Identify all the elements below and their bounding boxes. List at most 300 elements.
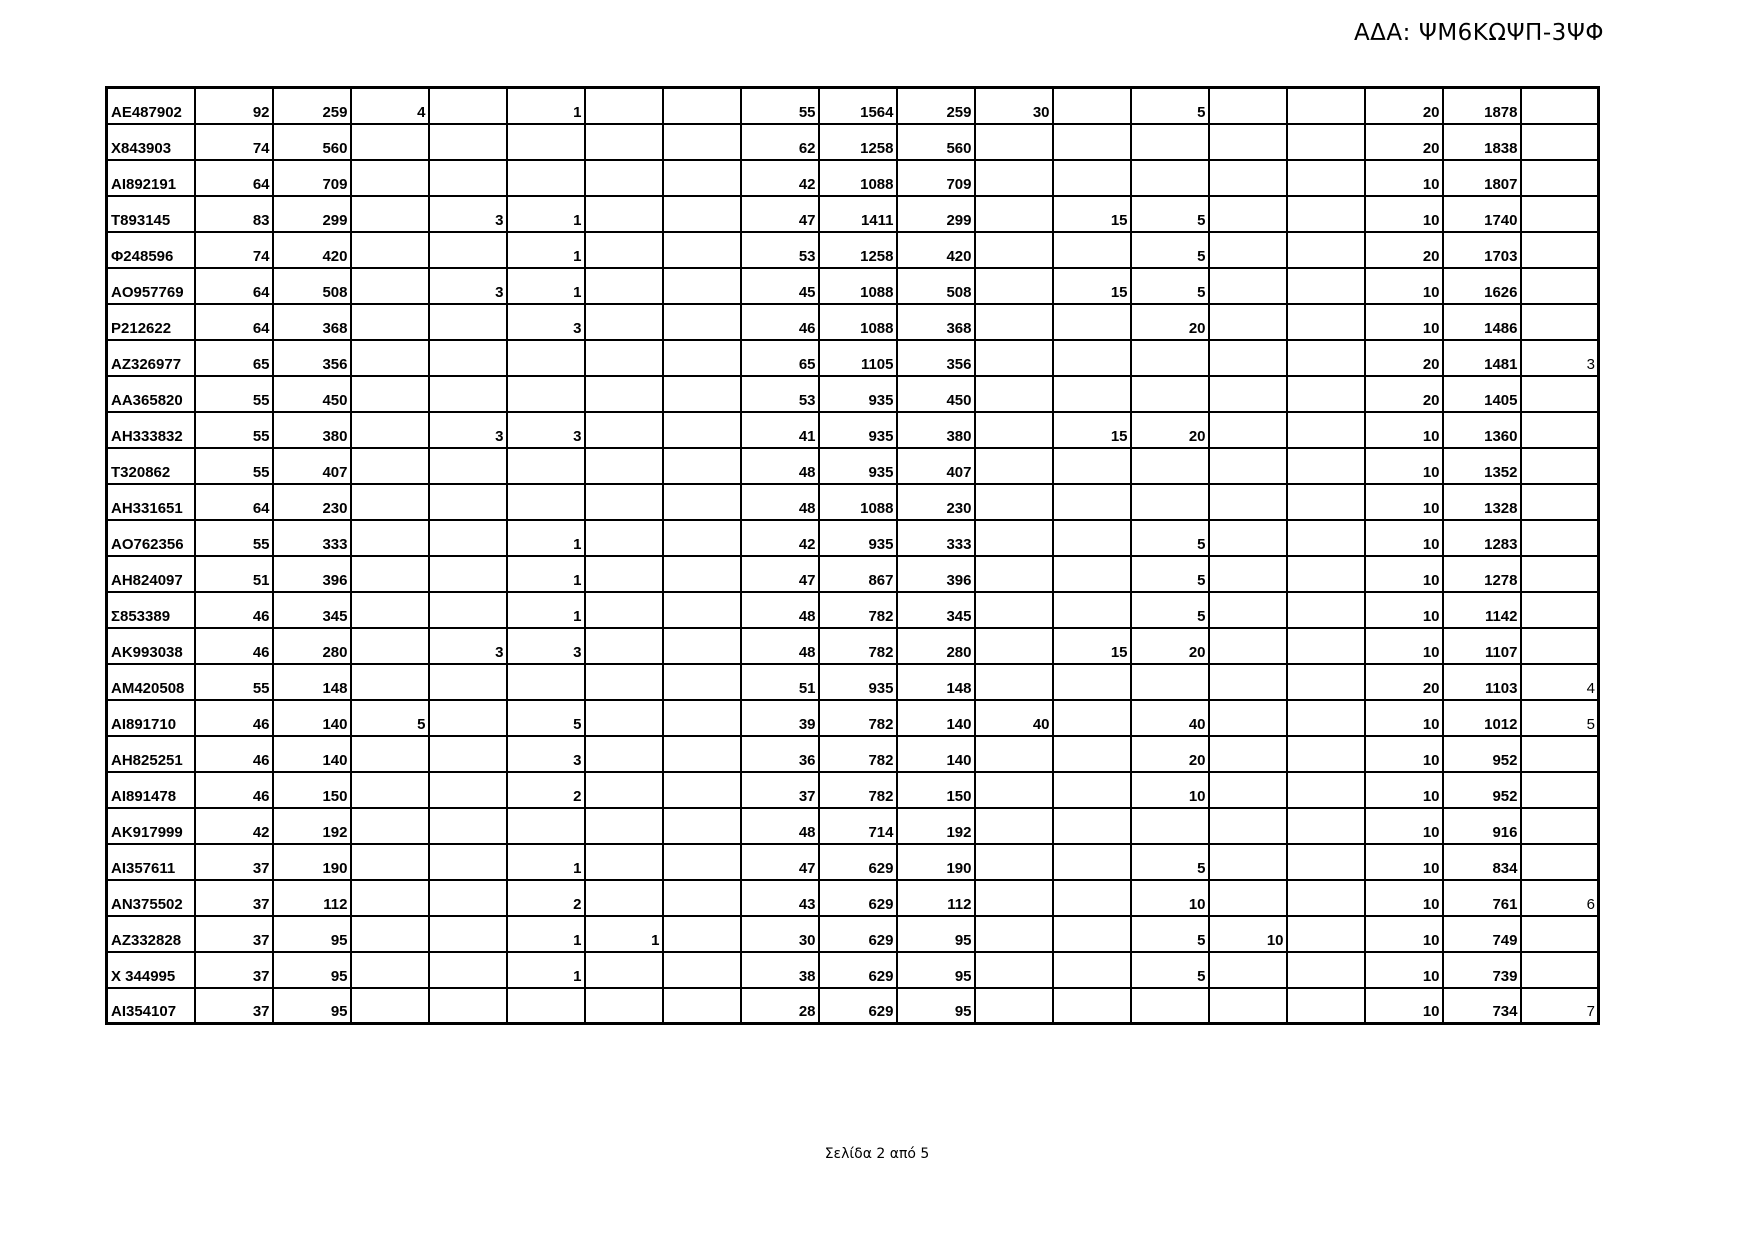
id-cell: AI354107 xyxy=(107,988,195,1024)
value-cell: 10 xyxy=(1365,736,1443,772)
value-cell: 37 xyxy=(741,772,819,808)
value-cell xyxy=(1053,88,1131,124)
value-cell xyxy=(429,952,507,988)
value-cell xyxy=(1053,700,1131,736)
value-cell: 396 xyxy=(897,556,975,592)
value-cell: 55 xyxy=(195,448,273,484)
value-cell: 714 xyxy=(819,808,897,844)
value-cell xyxy=(663,700,741,736)
table-row xyxy=(107,772,1599,808)
value-cell: 95 xyxy=(897,988,975,1024)
value-cell xyxy=(351,124,429,160)
value-cell xyxy=(975,376,1053,412)
value-cell xyxy=(1287,916,1365,952)
value-cell: 5 xyxy=(1131,592,1209,628)
value-cell: 10 xyxy=(1365,448,1443,484)
value-cell xyxy=(585,340,663,376)
value-cell: 709 xyxy=(897,160,975,196)
value-cell xyxy=(351,340,429,376)
value-cell: 1 xyxy=(507,556,585,592)
value-cell xyxy=(1287,160,1365,196)
value-cell: 140 xyxy=(273,700,351,736)
value-cell xyxy=(663,808,741,844)
value-cell xyxy=(1131,484,1209,520)
value-cell: 51 xyxy=(195,556,273,592)
value-cell: 5 xyxy=(1131,952,1209,988)
value-cell: 20 xyxy=(1365,124,1443,160)
value-cell xyxy=(585,988,663,1024)
value-cell: 368 xyxy=(897,304,975,340)
ada-code: ΑΔΑ: ΨΜ6ΚΩΨΠ-3ΨΦ xyxy=(1353,20,1604,46)
value-cell xyxy=(585,772,663,808)
value-cell xyxy=(507,988,585,1024)
value-cell: 1405 xyxy=(1443,376,1521,412)
value-cell xyxy=(975,484,1053,520)
value-cell: 1142 xyxy=(1443,592,1521,628)
value-cell xyxy=(1053,340,1131,376)
value-cell: 3 xyxy=(507,304,585,340)
value-cell xyxy=(351,304,429,340)
value-cell xyxy=(429,304,507,340)
value-cell xyxy=(1131,124,1209,160)
value-cell: 192 xyxy=(273,808,351,844)
table-row xyxy=(107,736,1599,772)
value-cell: 5 xyxy=(351,700,429,736)
value-cell xyxy=(1131,808,1209,844)
rank-cell: 4 xyxy=(1521,664,1599,700)
value-cell xyxy=(351,808,429,844)
table-row xyxy=(107,160,1599,196)
value-cell: 10 xyxy=(1365,880,1443,916)
value-cell: 10 xyxy=(1365,304,1443,340)
value-cell: 709 xyxy=(273,160,351,196)
value-cell: 5 xyxy=(1131,88,1209,124)
value-cell xyxy=(1209,988,1287,1024)
value-cell: 333 xyxy=(897,520,975,556)
value-cell xyxy=(1131,340,1209,376)
value-cell xyxy=(663,772,741,808)
value-cell xyxy=(1209,340,1287,376)
value-cell: 1 xyxy=(507,916,585,952)
rank-cell xyxy=(1521,448,1599,484)
value-cell xyxy=(663,88,741,124)
value-cell: 192 xyxy=(897,808,975,844)
value-cell xyxy=(975,520,1053,556)
value-cell: 39 xyxy=(741,700,819,736)
value-cell: 20 xyxy=(1365,232,1443,268)
value-cell: 10 xyxy=(1365,556,1443,592)
value-cell xyxy=(1287,628,1365,664)
value-cell xyxy=(975,736,1053,772)
value-cell xyxy=(585,880,663,916)
value-cell: 1105 xyxy=(819,340,897,376)
value-cell: 1088 xyxy=(819,268,897,304)
value-cell xyxy=(1053,844,1131,880)
id-cell: AE487902 xyxy=(107,88,195,124)
value-cell: 48 xyxy=(741,592,819,628)
value-cell xyxy=(975,664,1053,700)
value-cell xyxy=(351,232,429,268)
value-cell xyxy=(663,304,741,340)
value-cell xyxy=(429,376,507,412)
value-cell xyxy=(1287,988,1365,1024)
value-cell xyxy=(1131,988,1209,1024)
value-cell: 15 xyxy=(1053,196,1131,232)
rank-cell xyxy=(1521,808,1599,844)
value-cell: 40 xyxy=(975,700,1053,736)
value-cell xyxy=(663,520,741,556)
value-cell: 5 xyxy=(1131,844,1209,880)
value-cell: 508 xyxy=(897,268,975,304)
value-cell xyxy=(1053,232,1131,268)
value-cell xyxy=(507,376,585,412)
value-cell xyxy=(1053,736,1131,772)
value-cell xyxy=(1053,988,1131,1024)
value-cell xyxy=(975,124,1053,160)
value-cell xyxy=(663,880,741,916)
value-cell xyxy=(585,844,663,880)
value-cell: 51 xyxy=(741,664,819,700)
value-cell xyxy=(1287,196,1365,232)
value-cell xyxy=(351,268,429,304)
value-cell: 1088 xyxy=(819,304,897,340)
value-cell: 55 xyxy=(195,520,273,556)
value-cell: 112 xyxy=(273,880,351,916)
value-cell xyxy=(429,556,507,592)
rank-cell: 7 xyxy=(1521,988,1599,1024)
value-cell: 47 xyxy=(741,556,819,592)
value-cell: 48 xyxy=(741,448,819,484)
value-cell xyxy=(975,592,1053,628)
id-cell: AI891478 xyxy=(107,772,195,808)
value-cell: 380 xyxy=(273,412,351,448)
table-body xyxy=(107,88,1599,1024)
table-row xyxy=(107,808,1599,844)
value-cell xyxy=(975,268,1053,304)
value-cell: 1258 xyxy=(819,124,897,160)
table-row xyxy=(107,88,1599,124)
value-cell: 30 xyxy=(975,88,1053,124)
value-cell: 20 xyxy=(1365,88,1443,124)
id-cell: AI357611 xyxy=(107,844,195,880)
value-cell xyxy=(585,124,663,160)
value-cell: 64 xyxy=(195,484,273,520)
value-cell xyxy=(663,664,741,700)
value-cell xyxy=(1053,916,1131,952)
value-cell xyxy=(1287,340,1365,376)
value-cell xyxy=(1053,484,1131,520)
rank-cell xyxy=(1521,556,1599,592)
value-cell: 280 xyxy=(273,628,351,664)
value-cell: 1328 xyxy=(1443,484,1521,520)
value-cell xyxy=(1287,844,1365,880)
value-cell: 95 xyxy=(897,916,975,952)
value-cell xyxy=(585,628,663,664)
value-cell xyxy=(1287,448,1365,484)
table-row xyxy=(107,952,1599,988)
table-row xyxy=(107,484,1599,520)
value-cell xyxy=(1209,412,1287,448)
value-cell xyxy=(975,808,1053,844)
value-cell xyxy=(507,808,585,844)
value-cell xyxy=(1209,196,1287,232)
value-cell: 782 xyxy=(819,700,897,736)
value-cell: 150 xyxy=(897,772,975,808)
table-row xyxy=(107,520,1599,556)
value-cell: 280 xyxy=(897,628,975,664)
value-cell: 55 xyxy=(195,412,273,448)
value-cell: 15 xyxy=(1053,412,1131,448)
table-row xyxy=(107,232,1599,268)
value-cell: 64 xyxy=(195,304,273,340)
value-cell: 1107 xyxy=(1443,628,1521,664)
value-cell xyxy=(351,448,429,484)
value-cell: 53 xyxy=(741,232,819,268)
value-cell xyxy=(351,880,429,916)
value-cell: 1807 xyxy=(1443,160,1521,196)
value-cell: 10 xyxy=(1131,880,1209,916)
value-cell: 299 xyxy=(897,196,975,232)
value-cell xyxy=(1287,484,1365,520)
value-cell: 1088 xyxy=(819,484,897,520)
value-cell: 560 xyxy=(897,124,975,160)
value-cell: 935 xyxy=(819,664,897,700)
value-cell: 20 xyxy=(1131,628,1209,664)
value-cell: 43 xyxy=(741,880,819,916)
value-cell: 782 xyxy=(819,736,897,772)
value-cell xyxy=(1287,700,1365,736)
value-cell xyxy=(429,448,507,484)
value-cell xyxy=(663,952,741,988)
value-cell xyxy=(975,232,1053,268)
value-cell: 95 xyxy=(897,952,975,988)
value-cell: 20 xyxy=(1365,376,1443,412)
value-cell: 1088 xyxy=(819,160,897,196)
rank-cell: 3 xyxy=(1521,340,1599,376)
value-cell: 629 xyxy=(819,988,897,1024)
value-cell xyxy=(1053,880,1131,916)
value-cell xyxy=(1209,556,1287,592)
value-cell xyxy=(351,988,429,1024)
rank-cell xyxy=(1521,484,1599,520)
value-cell: 1 xyxy=(507,196,585,232)
value-cell xyxy=(585,88,663,124)
value-cell: 37 xyxy=(195,844,273,880)
value-cell: 629 xyxy=(819,880,897,916)
value-cell xyxy=(1209,124,1287,160)
results-table xyxy=(105,86,1600,1025)
value-cell: 629 xyxy=(819,952,897,988)
value-cell xyxy=(585,196,663,232)
rank-cell xyxy=(1521,196,1599,232)
value-cell xyxy=(1209,664,1287,700)
value-cell: 148 xyxy=(897,664,975,700)
value-cell xyxy=(585,268,663,304)
table-row xyxy=(107,556,1599,592)
value-cell: 62 xyxy=(741,124,819,160)
value-cell xyxy=(1053,124,1131,160)
value-cell: 345 xyxy=(273,592,351,628)
value-cell xyxy=(1287,304,1365,340)
value-cell xyxy=(351,592,429,628)
value-cell xyxy=(1053,448,1131,484)
value-cell xyxy=(975,304,1053,340)
value-cell xyxy=(585,376,663,412)
rank-cell xyxy=(1521,916,1599,952)
rank-cell xyxy=(1521,628,1599,664)
value-cell xyxy=(975,772,1053,808)
value-cell xyxy=(585,592,663,628)
value-cell xyxy=(429,124,507,160)
value-cell: 380 xyxy=(897,412,975,448)
id-cell: AI891710 xyxy=(107,700,195,736)
value-cell xyxy=(663,376,741,412)
value-cell xyxy=(975,160,1053,196)
value-cell xyxy=(1131,160,1209,196)
value-cell xyxy=(429,232,507,268)
value-cell: 46 xyxy=(741,304,819,340)
value-cell: 450 xyxy=(897,376,975,412)
value-cell: 64 xyxy=(195,160,273,196)
value-cell xyxy=(351,484,429,520)
value-cell: 46 xyxy=(195,772,273,808)
id-cell: AZ326977 xyxy=(107,340,195,376)
value-cell: 782 xyxy=(819,628,897,664)
value-cell: 299 xyxy=(273,196,351,232)
value-cell: 10 xyxy=(1365,844,1443,880)
table-row xyxy=(107,340,1599,376)
value-cell: 1703 xyxy=(1443,232,1521,268)
value-cell xyxy=(429,592,507,628)
value-cell xyxy=(1209,592,1287,628)
value-cell xyxy=(1287,412,1365,448)
value-cell xyxy=(351,772,429,808)
value-cell xyxy=(975,628,1053,664)
table-row xyxy=(107,700,1599,736)
value-cell: 37 xyxy=(195,952,273,988)
value-cell xyxy=(1209,772,1287,808)
id-cell: X843903 xyxy=(107,124,195,160)
value-cell: 739 xyxy=(1443,952,1521,988)
value-cell xyxy=(585,700,663,736)
value-cell: 629 xyxy=(819,844,897,880)
rank-cell xyxy=(1521,268,1599,304)
value-cell xyxy=(429,916,507,952)
value-cell: 734 xyxy=(1443,988,1521,1024)
value-cell: 38 xyxy=(741,952,819,988)
value-cell: 935 xyxy=(819,448,897,484)
value-cell: 37 xyxy=(195,916,273,952)
value-cell xyxy=(1053,556,1131,592)
value-cell xyxy=(429,484,507,520)
value-cell: 1411 xyxy=(819,196,897,232)
value-cell: 1564 xyxy=(819,88,897,124)
rank-cell xyxy=(1521,952,1599,988)
value-cell: 1258 xyxy=(819,232,897,268)
value-cell xyxy=(1287,268,1365,304)
value-cell xyxy=(1053,304,1131,340)
value-cell: 95 xyxy=(273,988,351,1024)
value-cell: 10 xyxy=(1365,952,1443,988)
value-cell xyxy=(663,232,741,268)
value-cell xyxy=(351,628,429,664)
value-cell xyxy=(663,412,741,448)
value-cell xyxy=(351,736,429,772)
value-cell: 345 xyxy=(897,592,975,628)
value-cell: 20 xyxy=(1131,304,1209,340)
value-cell xyxy=(429,340,507,376)
value-cell xyxy=(429,844,507,880)
value-cell: 1283 xyxy=(1443,520,1521,556)
value-cell xyxy=(351,664,429,700)
value-cell: 46 xyxy=(195,628,273,664)
value-cell: 42 xyxy=(741,160,819,196)
value-cell: 333 xyxy=(273,520,351,556)
value-cell: 15 xyxy=(1053,268,1131,304)
value-cell: 190 xyxy=(273,844,351,880)
value-cell: 4 xyxy=(351,88,429,124)
value-cell: 230 xyxy=(897,484,975,520)
value-cell: 20 xyxy=(1365,664,1443,700)
value-cell: 48 xyxy=(741,628,819,664)
value-cell xyxy=(1053,808,1131,844)
table-row xyxy=(107,376,1599,412)
value-cell xyxy=(351,952,429,988)
value-cell xyxy=(1287,88,1365,124)
value-cell: 1 xyxy=(507,952,585,988)
value-cell: 1481 xyxy=(1443,340,1521,376)
value-cell xyxy=(975,916,1053,952)
table-row xyxy=(107,664,1599,700)
value-cell: 1352 xyxy=(1443,448,1521,484)
rank-cell xyxy=(1521,736,1599,772)
value-cell: 1838 xyxy=(1443,124,1521,160)
value-cell: 407 xyxy=(897,448,975,484)
id-cell: AO762356 xyxy=(107,520,195,556)
id-cell: X 344995 xyxy=(107,952,195,988)
value-cell xyxy=(351,916,429,952)
value-cell: 1878 xyxy=(1443,88,1521,124)
id-cell: AZ332828 xyxy=(107,916,195,952)
value-cell xyxy=(1053,520,1131,556)
id-cell: AH824097 xyxy=(107,556,195,592)
value-cell xyxy=(351,844,429,880)
value-cell: 761 xyxy=(1443,880,1521,916)
table-row xyxy=(107,844,1599,880)
value-cell: 20 xyxy=(1365,340,1443,376)
table-row xyxy=(107,268,1599,304)
value-cell: 3 xyxy=(507,628,585,664)
value-cell xyxy=(1287,232,1365,268)
value-cell: 1 xyxy=(507,592,585,628)
value-cell xyxy=(429,880,507,916)
value-cell xyxy=(663,916,741,952)
value-cell xyxy=(975,196,1053,232)
value-cell xyxy=(429,988,507,1024)
value-cell: 10 xyxy=(1365,268,1443,304)
id-cell: AA365820 xyxy=(107,376,195,412)
value-cell: 1626 xyxy=(1443,268,1521,304)
value-cell xyxy=(351,160,429,196)
value-cell: 420 xyxy=(897,232,975,268)
value-cell: 560 xyxy=(273,124,351,160)
value-cell xyxy=(429,520,507,556)
value-cell xyxy=(585,520,663,556)
value-cell xyxy=(585,232,663,268)
value-cell xyxy=(1287,808,1365,844)
value-cell: 1 xyxy=(507,88,585,124)
value-cell xyxy=(1053,664,1131,700)
